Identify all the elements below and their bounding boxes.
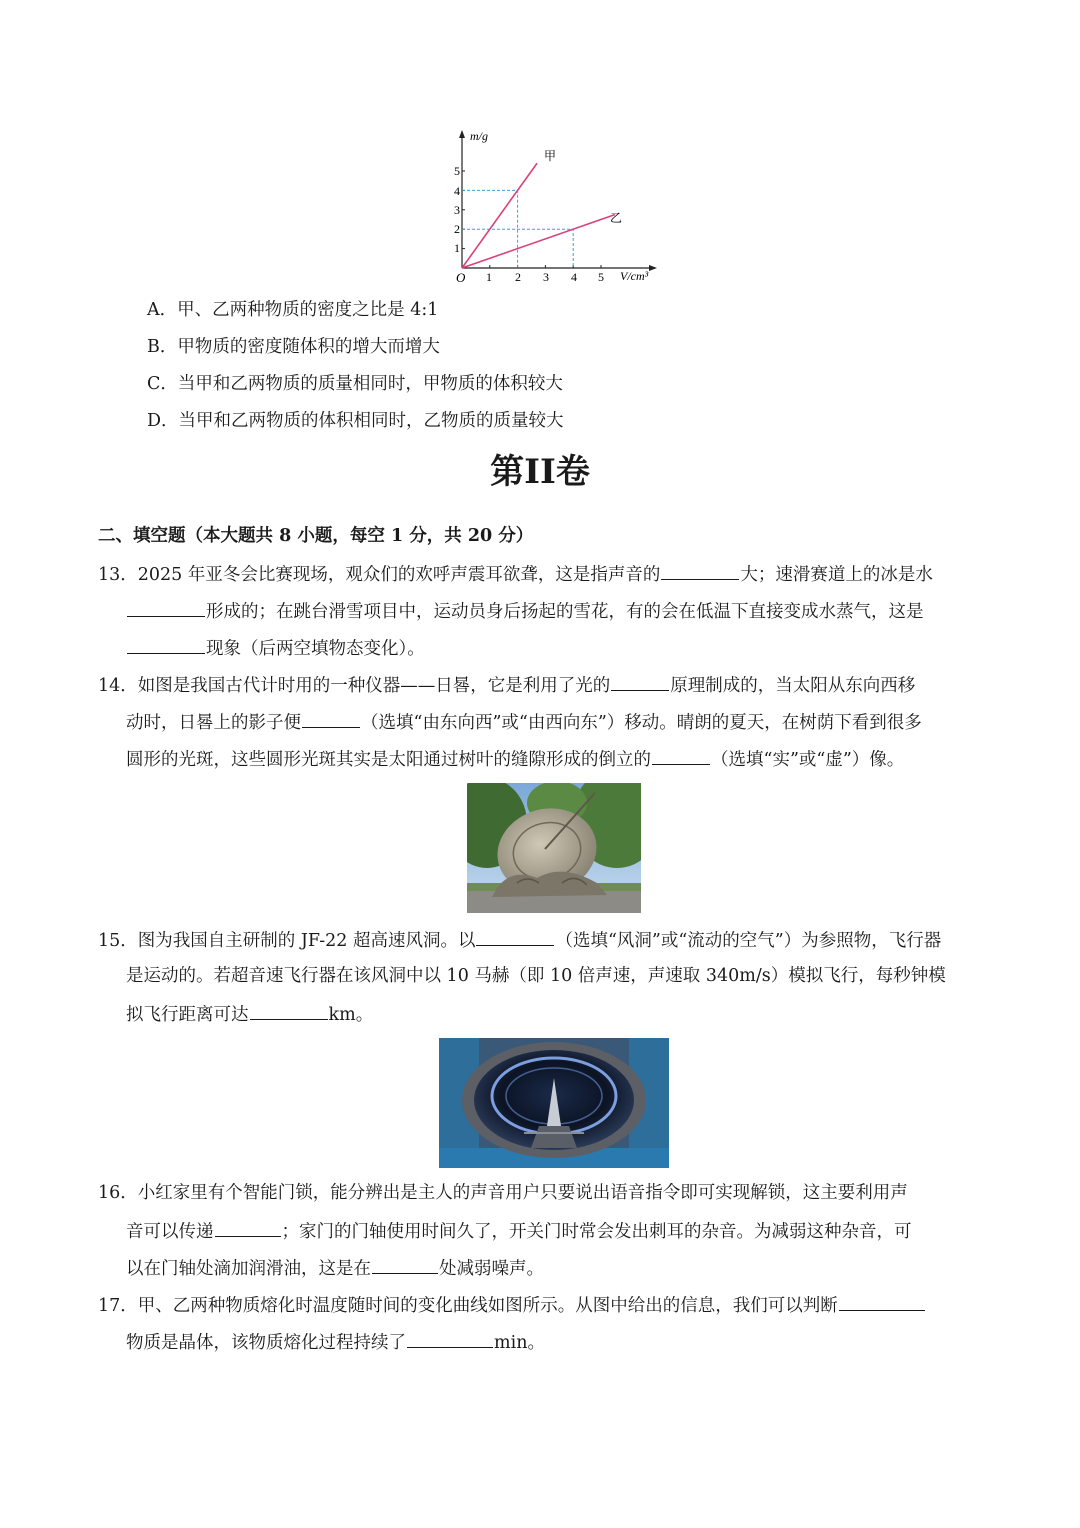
q16-text: 处减弱噪声。 bbox=[439, 1259, 544, 1279]
option-d: D．当甲和乙两物质的体积相同时，乙物质的质量较大 bbox=[147, 411, 564, 431]
answer-blank[interactable] bbox=[215, 1218, 281, 1237]
q15-text: 15．图为我国自主研制的 JF-22 超高速风洞。以 bbox=[98, 931, 476, 951]
answer-blank[interactable] bbox=[661, 561, 739, 580]
q16-line-2 bbox=[126, 1218, 912, 1244]
q14-text: （选填“由东向西”或“由西向东”）移动。晴朗的夏天，在树荫下看到很多 bbox=[361, 713, 922, 733]
sundial-photo bbox=[467, 783, 641, 913]
q17-line-1 bbox=[98, 1292, 926, 1318]
q16-line-3 bbox=[126, 1255, 544, 1281]
y-axis-arrow bbox=[459, 130, 465, 138]
wind-tunnel-photo bbox=[439, 1038, 669, 1168]
q13-text: 形成的；在跳台滑雪项目中，运动员身后扬起的雪花，有的会在低温下直接变成水蒸气，这是 bbox=[206, 602, 924, 622]
y-axis-label: m/g bbox=[470, 129, 488, 143]
q15-line-2: 是运动的。若超音速飞行器在该风洞中以 10 马赫（即 10 倍声速，声速取 340m/s）模拟飞行，每秒钟模 bbox=[126, 966, 946, 986]
q16-text: 以在门轴处滴加润滑油，这是在 bbox=[126, 1259, 371, 1279]
q13-line-2 bbox=[126, 598, 924, 624]
series-label-jia: 甲 bbox=[544, 149, 557, 163]
y-tick-1: 1 bbox=[454, 241, 460, 255]
q14-line-3 bbox=[126, 746, 904, 772]
q14-line-2 bbox=[126, 709, 922, 735]
section-heading: 二、填空题（本大题共 8 小题，每空 1 分，共 20 分） bbox=[98, 526, 534, 546]
answer-blank[interactable] bbox=[127, 635, 205, 654]
q16-text: ；家门的门轴使用时间久了，开关门时常会发出刺耳的杂音。为减弱这种杂音，可 bbox=[281, 1222, 912, 1242]
q13-text: 13．2025 年亚冬会比赛现场，观众们的欢呼声震耳欲聋，这是指声音的 bbox=[98, 565, 661, 585]
q15-line-1 bbox=[98, 927, 941, 953]
q13-text: 大；速滑赛道上的冰是水 bbox=[740, 565, 933, 585]
x-tick-5: 5 bbox=[598, 270, 604, 284]
y-tick-5: 5 bbox=[454, 164, 460, 178]
mass-volume-graph bbox=[440, 120, 670, 290]
answer-blank[interactable] bbox=[611, 672, 669, 691]
q17-text: 物质是晶体，该物质熔化过程持续了 bbox=[126, 1333, 406, 1353]
answer-blank[interactable] bbox=[372, 1255, 438, 1274]
x-tick-1: 1 bbox=[486, 270, 492, 284]
q14-text: 14．如图是我国古代计时用的一种仪器——日晷，它是利用了光的 bbox=[98, 676, 611, 696]
option-a: A．甲、乙两种物质的密度之比是 4:1 bbox=[147, 300, 439, 320]
x-tick-2: 2 bbox=[515, 270, 521, 284]
x-axis-label: V/cm³ bbox=[620, 269, 649, 283]
section-title: 第II卷 bbox=[490, 452, 590, 492]
series-line-yi bbox=[462, 215, 615, 268]
q17-text: 17．甲、乙两种物质熔化时温度随时间的变化曲线如图所示。从图中给出的信息，我们可以判断 bbox=[98, 1296, 838, 1316]
option-c: C．当甲和乙两物质的质量相同时，甲物质的体积较大 bbox=[147, 374, 563, 394]
answer-blank[interactable] bbox=[302, 709, 360, 728]
x-tick-4: 4 bbox=[571, 270, 577, 284]
q16-line-1: 16．小红家里有个智能门锁，能分辨出是主人的声音用户只要说出语音指令即可实现解锁，这主要利用声 bbox=[98, 1183, 908, 1203]
answer-blank[interactable] bbox=[407, 1329, 493, 1348]
origin-label: O bbox=[456, 270, 466, 285]
q13-text: 现象（后两空填物态变化）。 bbox=[206, 639, 425, 659]
q13-line-1 bbox=[98, 561, 933, 587]
q15-text: km。 bbox=[328, 1005, 374, 1025]
q14-text: 原理制成的，当太阳从东向西移 bbox=[670, 676, 916, 696]
q14-text: 动时，日晷上的影子便 bbox=[126, 713, 301, 733]
q14-line-1 bbox=[98, 672, 915, 698]
series-label-yi: 乙 bbox=[610, 211, 623, 225]
answer-blank[interactable] bbox=[839, 1292, 925, 1311]
q15-line-3 bbox=[126, 1001, 373, 1027]
q16-text: 音可以传递 bbox=[126, 1222, 214, 1242]
series-line-jia bbox=[462, 163, 537, 268]
q17-text: min。 bbox=[494, 1333, 545, 1353]
answer-blank[interactable] bbox=[652, 746, 710, 765]
x-axis-arrow bbox=[649, 265, 657, 271]
option-b: B．甲物质的密度随体积的增大而增大 bbox=[147, 337, 440, 357]
answer-blank[interactable] bbox=[250, 1001, 328, 1020]
q14-text: （选填“实”或“虚”）像。 bbox=[711, 750, 905, 770]
answer-blank[interactable] bbox=[127, 598, 205, 617]
q15-text: （选填“风洞”或“流动的空气”）为参照物，飞行器 bbox=[555, 931, 942, 951]
answer-blank[interactable] bbox=[476, 927, 554, 946]
q13-line-3 bbox=[126, 635, 425, 661]
q17-line-2 bbox=[126, 1329, 545, 1355]
y-tick-2: 2 bbox=[454, 222, 460, 236]
q15-text: 拟飞行距离可达 bbox=[126, 1005, 249, 1025]
y-tick-3: 3 bbox=[454, 203, 460, 217]
x-tick-3: 3 bbox=[543, 270, 549, 284]
q14-text: 圆形的光斑，这些圆形光斑其实是太阳通过树叶的缝隙形成的倒立的 bbox=[126, 750, 651, 770]
y-tick-4: 4 bbox=[454, 184, 460, 198]
